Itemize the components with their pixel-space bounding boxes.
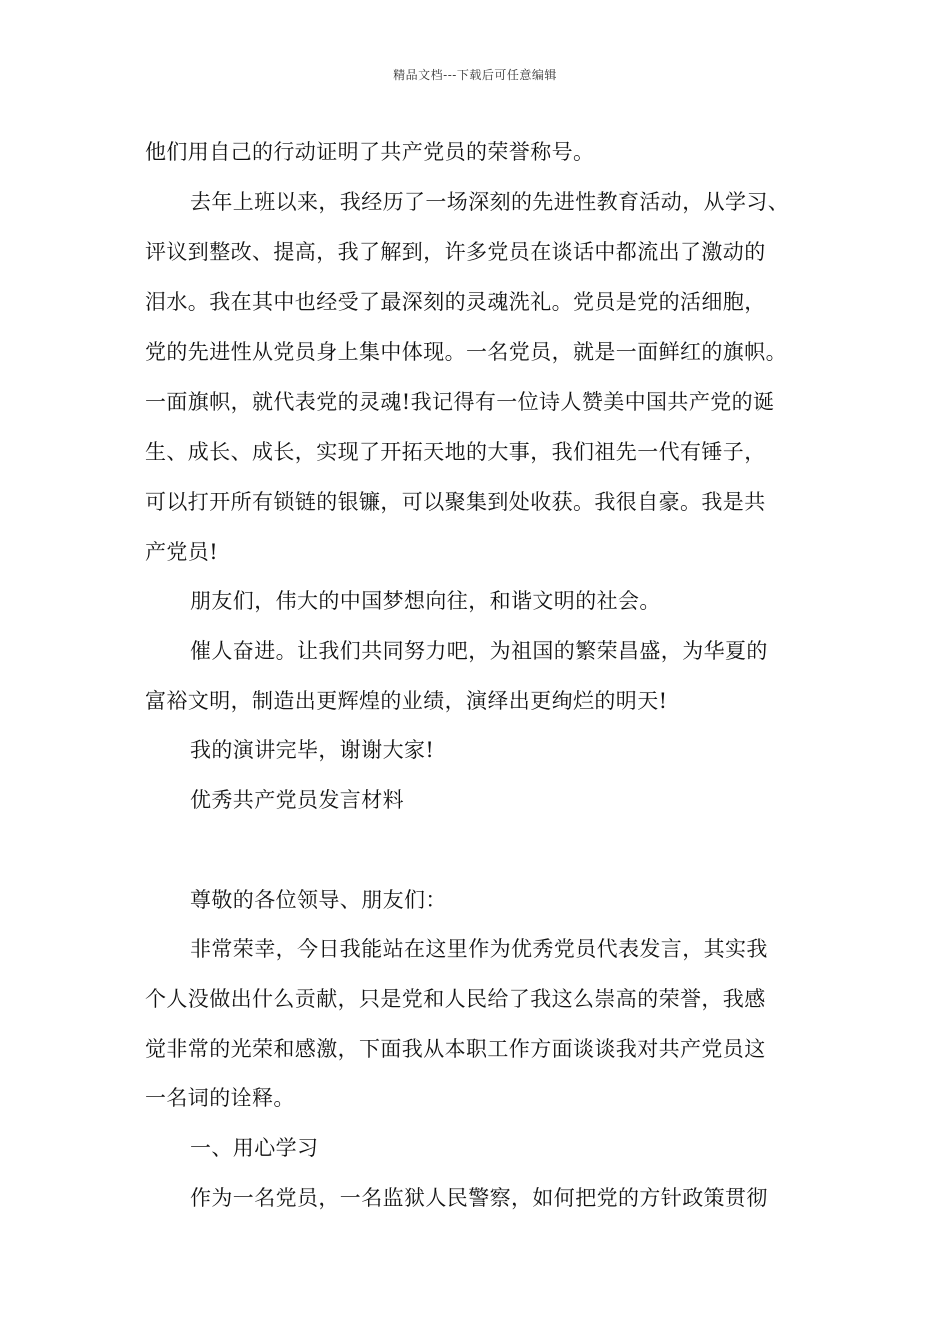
text-line: 产党员!: [145, 540, 219, 564]
text-line: 泪水。我在其中也经受了最深刻的灵魂洗礼。党员是党的活细胞，: [145, 290, 766, 314]
text-line: 党的先进性从党员身上集中体现。一名党员，就是一面鲜红的旗帜。: [145, 340, 787, 364]
text-line: 一名词的诠释。: [145, 1086, 295, 1110]
text-line: 朋友们，伟大的中国梦想向往，和谐文明的社会。: [190, 589, 661, 613]
text-line: 非常荣幸，今日我能站在这里作为优秀党员代表发言，其实我: [190, 937, 768, 961]
text-line: 我的演讲完毕，谢谢大家!: [190, 738, 435, 762]
text-line: 催人奋进。让我们共同努力吧，为祖国的繁荣昌盛，为华夏的: [190, 639, 768, 663]
text-line: 一面旗帜，就代表党的灵魂!我记得有一位诗人赞美中国共产党的诞: [145, 390, 775, 414]
page-header: 精品文档---下载后可任意编辑: [393, 68, 557, 82]
salutation: 尊敬的各位领导、朋友们：: [190, 888, 447, 912]
text-line: 觉非常的光荣和感激，下面我从本职工作方面谈谈我对共产党员这: [145, 1037, 766, 1061]
text-line: 作为一名党员，一名监狱人民警察，如何把党的方针政策贯彻: [190, 1186, 768, 1210]
text-line: 他们用自己的行动证明了共产党员的荣誉称号。: [145, 140, 595, 164]
text-line: 评议到整改、提高，我了解到，许多党员在谈话中都流出了激动的: [145, 240, 766, 264]
text-line: 可以打开所有锁链的银镰，可以聚集到处收获。我很自豪。我是共: [145, 490, 766, 514]
section-title: 优秀共产党员发言材料: [190, 788, 404, 812]
subheading: 一、用心学习: [190, 1136, 319, 1160]
text-line: 富裕文明，制造出更辉煌的业绩，演绎出更绚烂的明天!: [145, 689, 668, 713]
text-line: 去年上班以来，我经历了一场深刻的先进性教育活动，从学习、: [190, 190, 790, 214]
text-line: 生、成长、成长，实现了开拓天地的大事，我们祖先一代有锤子，: [145, 440, 766, 464]
text-line: 个人没做出什么贡献，只是党和人民给了我这么崇高的荣誉，我感: [145, 987, 766, 1011]
